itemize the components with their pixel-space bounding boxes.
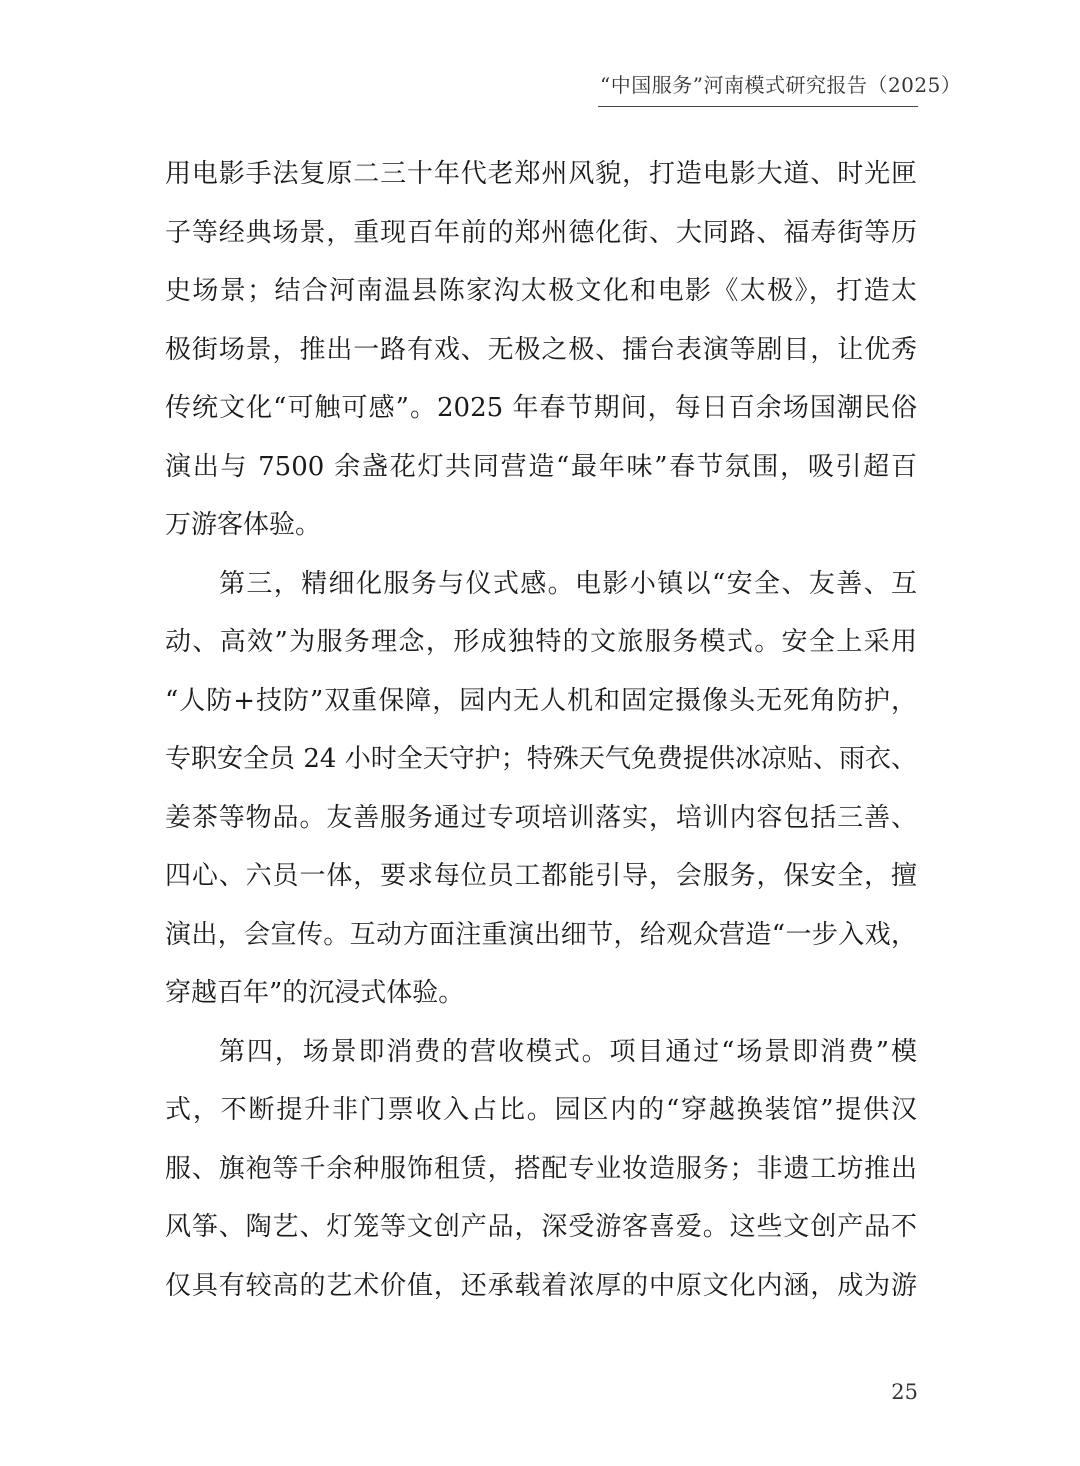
header-divider [598,106,918,107]
text-line: “人防+技防”双重保障，园内无人机和固定摄像头无死角防护， [165,685,917,716]
text-line: 用电影手法复原二三十年代老郑州风貌，打造电影大道、时光匣 [165,159,917,189]
text-line: 传统文化“可触可感”。2025 年春节期间，每日百余场国潮民俗 [165,393,917,423]
text-line: 风筝、陶艺、灯笼等文创产品，深受游客喜爱。这些文创产品不 [165,1212,917,1242]
text-line: 穿越百年”的沉浸式体验。 [165,978,465,1008]
text-line: 四心、六员一体，要求每位员工都能引导，会服务，保安全，擅 [165,861,917,891]
text-line: 演出与 7500 余盏花灯共同营造“最年味”春节氛围，吸引超百 [165,451,917,482]
page-number: 25 [891,1380,918,1404]
body-text [165,145,917,1315]
text-line: 子等经典场景，重现百年前的郑州德化街、大同路、福寿街等历 [165,217,917,248]
text-line: 服、旗袍等千余种服饰租赁，搭配专业妆造服务；非遗工坊推出 [165,1153,917,1184]
paragraph-first-line: 第四，场景即消费的营收模式。项目通过“场景即消费”模 [219,1036,917,1067]
text-line: 式，不断提升非门票收入占比。园区内的“穿越换装馆”提供汉 [165,1095,917,1125]
text-line: 演出，会宣传。互动方面注重演出细节，给观众营造“一步入戏， [165,919,917,950]
paragraph-first-line: 第三，精细化服务与仪式感。电影小镇以“安全、友善、互 [219,568,917,599]
text-line: 史场景；结合河南温县陈家沟太极文化和电影《太极》，打造太 [165,276,917,306]
running-header: “中国服务”河南模式研究报告（2025） [600,73,962,97]
text-line: 极街场景，推出一路有戏、无极之极、擂台表演等剧目，让优秀 [165,334,917,365]
text-line: 仅具有较高的艺术价值，还承载着浓厚的中原文化内涵，成为游 [165,1270,917,1301]
text-line: 动、高效”为服务理念，形成独特的文旅服务模式。安全上采用 [165,627,917,657]
text-line: 专职安全员 24 小时全天守护；特殊天气免费提供冰凉贴、雨衣、 [165,744,917,774]
text-line: 姜茶等物品。友善服务通过专项培训落实，培训内容包括三善、 [165,802,917,833]
text-line: 万游客体验。 [165,510,322,540]
